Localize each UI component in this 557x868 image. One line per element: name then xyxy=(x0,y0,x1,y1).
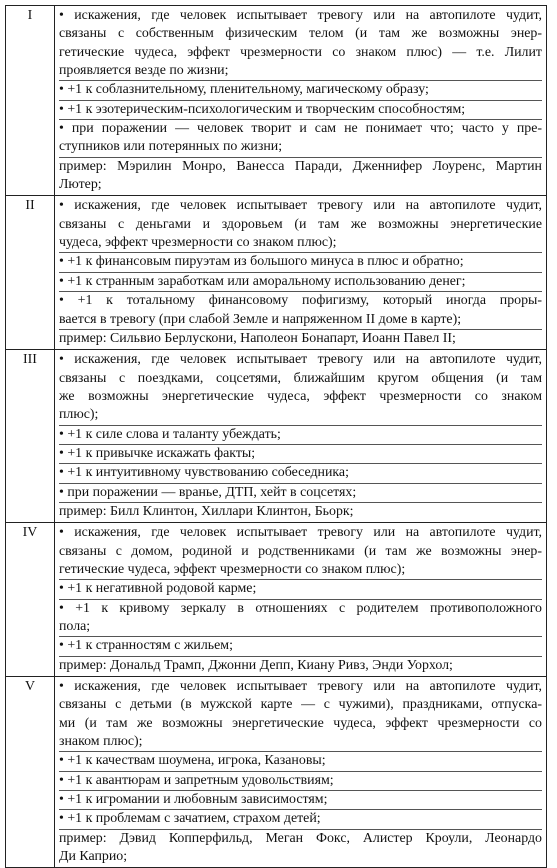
bullet-item xyxy=(59,445,542,464)
text-line: • +1 к игромании и любовным зависимостям; xyxy=(59,792,328,808)
text-line: знаком плюс); xyxy=(59,734,143,750)
bullet-item xyxy=(59,7,542,81)
text-line: • +1 к силе слова и таланту убеждать; xyxy=(59,426,281,442)
text-line: чудеса, эффект чрезмерности со знаком плюс); xyxy=(59,235,337,251)
text-line: связаны с деньгами и здоровьем (и там же возможны энергетические xyxy=(59,216,542,232)
text-line: • +1 к интуитивному чувствованию собеседника; xyxy=(59,465,349,481)
text-line: • +1 к авантюрам и запретным удовольствиям; xyxy=(59,772,334,788)
text-line: • +1 к качествам шоумена, игрока, Казановы; xyxy=(59,753,326,769)
text-line: ми (и там же возможны энергетические чудеса, эффект чрезмерности со xyxy=(59,715,542,731)
example-entry xyxy=(59,830,542,867)
bullet-item xyxy=(59,637,542,656)
house-numeral: I xyxy=(6,6,55,196)
bullet-item xyxy=(59,484,542,503)
text-line: пола; xyxy=(59,619,91,634)
bullet-item xyxy=(59,426,542,445)
table-row xyxy=(6,523,547,677)
text-line: связаны с собственным физическим телом (и там же возможны энер- xyxy=(59,26,542,42)
example-entry xyxy=(59,503,542,521)
text-line: • при поражении — вранье, ДТП, хейт в соцсетях; xyxy=(59,484,357,500)
text-line: связаны с поездками, соцсетями, ближайшим кругом общения (и там xyxy=(59,370,542,386)
table-row xyxy=(6,350,547,523)
text-line: Ди Каприо; xyxy=(59,849,128,865)
table-body xyxy=(6,6,547,868)
bullet-item xyxy=(59,120,542,158)
houses-table xyxy=(5,5,547,868)
house-description xyxy=(55,196,547,350)
house-description xyxy=(55,350,547,523)
bullet-item xyxy=(59,197,542,253)
text-line: • +1 к странностям с жильем; xyxy=(59,638,233,654)
text-line: • +1 к кривому зеркалу в отношениях с родителем противоположного xyxy=(59,600,542,616)
text-line: • искажения, где человек испытывает тревогу или на автопилоте чудит, xyxy=(59,352,542,368)
bullet-item xyxy=(59,678,542,752)
text-line: • искажения, где человек испытывает тревогу или на автопилоте чудит, xyxy=(59,679,542,695)
text-line: же возможны энергетические чудеса, эффект чрезмерности со знаком xyxy=(59,388,542,404)
text-line: пример: Сильвио Берлускони, Наполеон Бонапарт, Иоанн Павел II; xyxy=(59,330,456,346)
bullet-item xyxy=(59,292,542,330)
text-line: • +1 к проблемам с зачатием, страхом детей; xyxy=(59,811,321,827)
text-line: • +1 к привычке искажать факты; xyxy=(59,445,256,461)
text-line: связаны с детьми (в мужской карте — с чужими), праздниками, отпуска- xyxy=(59,697,542,713)
bullet-item xyxy=(59,752,542,771)
text-line: • +1 к негативной родовой карме; xyxy=(59,581,257,597)
house-description xyxy=(55,677,547,868)
bullet-item xyxy=(59,524,542,580)
text-line: • искажения, где человек испытывает тревогу или на автопилоте чудит, xyxy=(59,8,542,23)
text-line: связаны с домом, родиной и родственниками (и там же возможны энер- xyxy=(59,543,542,559)
bullet-item xyxy=(59,101,542,120)
text-line: • искажения, где человек испытывает тревогу или на автопилоте чудит, xyxy=(59,198,542,214)
bullet-item xyxy=(59,351,542,425)
text-line: • +1 к финансовым пируэтам из большого минуса в плюс и обратно; xyxy=(59,254,464,270)
bullet-item xyxy=(59,791,542,810)
text-line: • +1 к соблазнительному, пленительному, магическому образу; xyxy=(59,82,429,98)
text-line: вается в тревогу (при слабой Земле и напряженном II доме в карте); xyxy=(59,311,462,327)
bullet-item xyxy=(59,253,542,272)
text-line: пример: Билл Клинтон, Хиллари Клинтон, Бьорк; xyxy=(59,503,354,519)
text-line: • +1 к эзотерическим-психологическим и творческим способностям; xyxy=(59,101,466,117)
house-description xyxy=(55,6,547,196)
bullet-item xyxy=(59,81,542,100)
text-line: ступников или потерянных по жизни; xyxy=(59,139,283,155)
text-line: • при поражении — человек творит и сам не понимает что; часто у пре- xyxy=(59,121,542,137)
text-line: пример: Дональд Трамп, Джонни Депп, Киану Ривз, Энди Уорхол; xyxy=(59,657,453,673)
bullet-item xyxy=(59,464,542,483)
bullet-item xyxy=(59,600,542,638)
text-line: • искажения, где человек испытывает тревогу или на автопилоте чудит, xyxy=(59,525,542,541)
text-line: гетические чудеса, эффект чрезмерности со знаком плюс); xyxy=(59,561,406,577)
house-numeral: IV xyxy=(6,523,55,677)
bullet-item xyxy=(59,810,542,829)
text-line: пример: Мэрилин Монро, Ванесса Паради, Дженнифер Лоуренс, Мартин xyxy=(59,158,542,174)
table-row xyxy=(6,6,547,196)
table-row xyxy=(6,677,547,868)
text-line: Лютер; xyxy=(59,177,102,193)
bullet-item xyxy=(59,772,542,791)
document-page xyxy=(5,5,547,868)
text-line: плюс); xyxy=(59,407,99,423)
text-line: гетические чудеса, эффект чрезмерности со знаком плюс) — т.е. Лилит xyxy=(59,44,542,60)
house-numeral: II xyxy=(6,196,55,350)
example-entry xyxy=(59,158,542,195)
house-numeral: III xyxy=(6,350,55,523)
house-description xyxy=(55,523,547,677)
text-line: пример: Дэвид Копперфильд, Меган Фокс, Алистер Кроули, Леонардо xyxy=(59,830,542,846)
text-line: проявляется везде по жизни; xyxy=(59,63,229,79)
text-line: • +1 к тотальному финансовому пофигизму, который иногда проры- xyxy=(59,293,542,309)
text-line: • +1 к странным заработкам или аморальному использованию денег; xyxy=(59,273,466,289)
house-numeral: V xyxy=(6,677,55,868)
example-entry xyxy=(59,657,542,675)
table-row xyxy=(6,196,547,350)
bullet-item xyxy=(59,580,542,599)
example-entry xyxy=(59,330,542,348)
bullet-item xyxy=(59,273,542,292)
